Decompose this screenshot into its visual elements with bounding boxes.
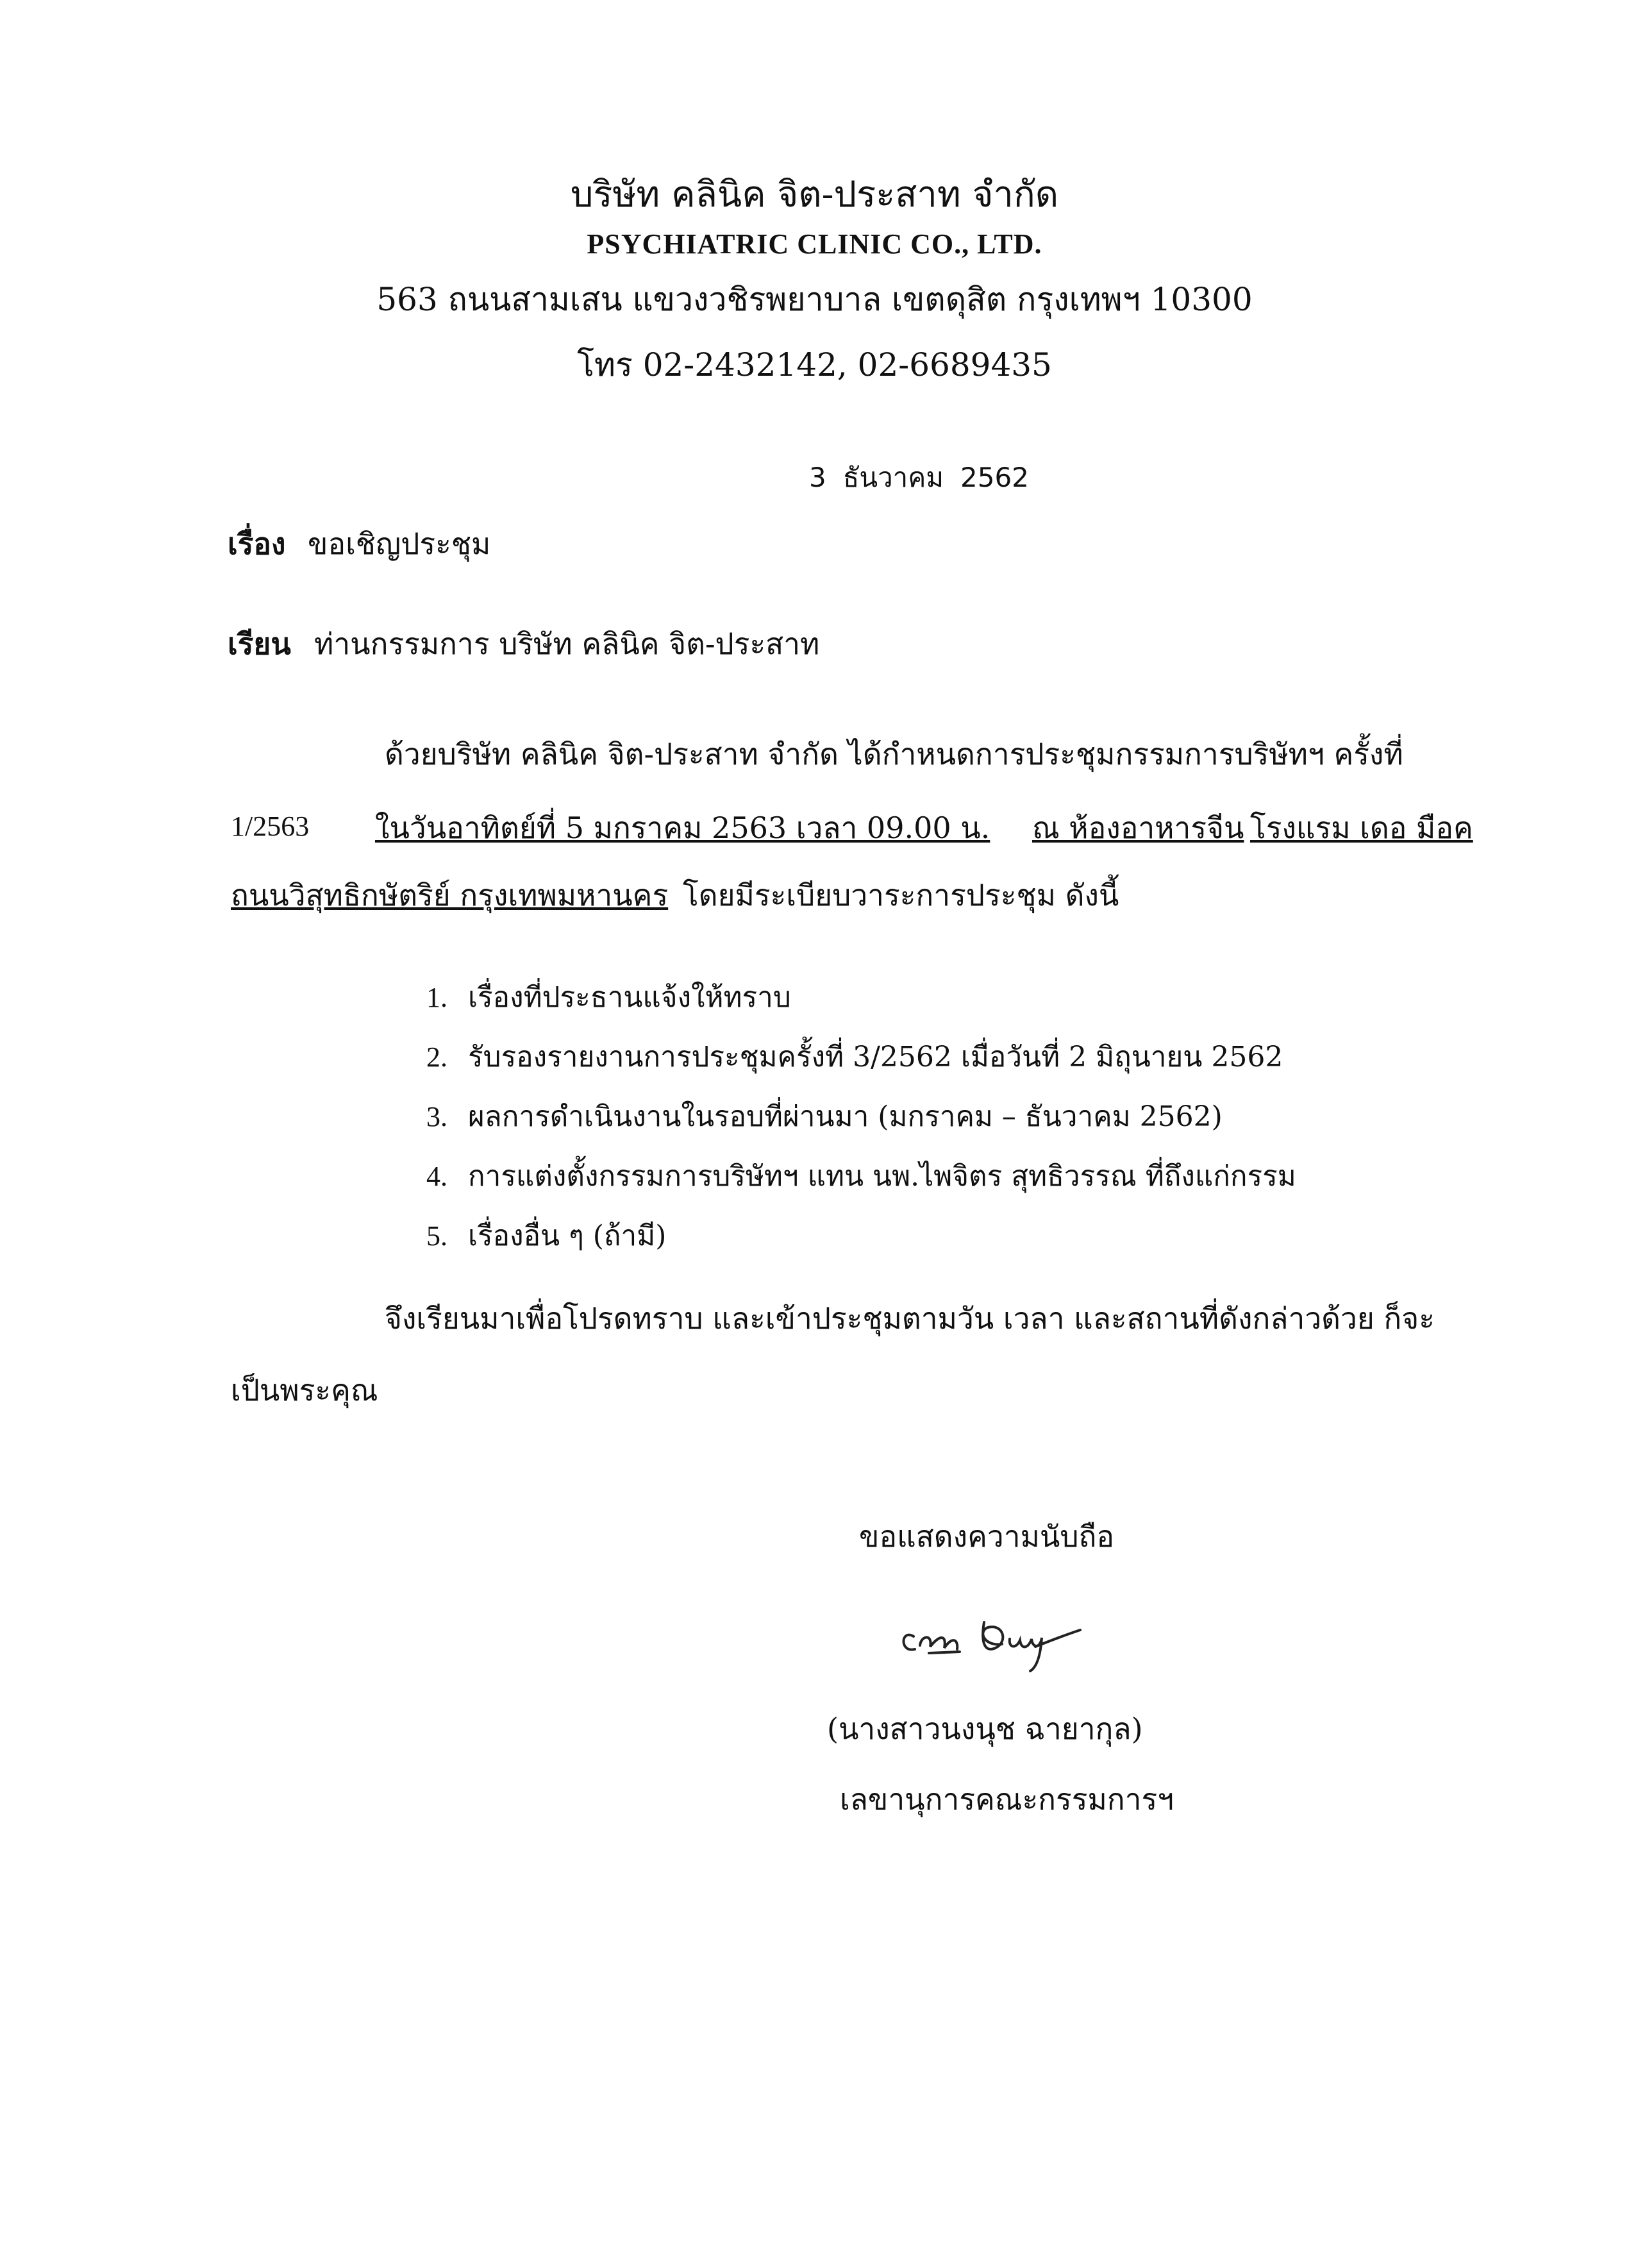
recipient-label: เรียน: [228, 626, 291, 661]
agenda-text: เรื่องที่ประธานแจ้งให้ทราบ: [468, 981, 791, 1014]
body-line-1: ด้วยบริษัท คลินิค จิต-ประสาท จำกัด ได้กำหนดการประชุมกรรมการบริษัทฯ ครั้งที่: [385, 737, 1403, 771]
meeting-room: ณ ห้องอาหารจีน: [1032, 811, 1244, 845]
agenda-item: [426, 1094, 1296, 1154]
closing-line-2: เป็นพระคุณ: [231, 1373, 378, 1407]
meeting-date: ในวันอาทิตย์ที่ 5 มกราคม 2563 เวลา 09.00 น.: [375, 811, 990, 845]
meeting-road: ถนนวิสุทธิกษัตริย์ กรุงเทพมหานคร: [231, 878, 669, 912]
meeting-number: 1/2563: [231, 811, 310, 842]
letter-date: [809, 457, 1046, 499]
agenda-number: 1.: [426, 982, 447, 1013]
meeting-hotel: โรงแรม เดอ มือค: [1250, 811, 1473, 845]
agenda-text: ผลการดำเนินงานในรอบที่ผ่านมา (มกราคม – ธันวาคม 2562): [468, 1100, 1223, 1133]
agenda-item: [426, 1034, 1296, 1094]
agenda-item: [426, 1154, 1296, 1213]
date-month: ธันวาคม: [842, 462, 944, 493]
date-day: 3: [809, 462, 826, 493]
agenda-list: [426, 975, 1296, 1273]
company-name-thai: บริษัท คลินิค จิต-ประสาท จำกัด: [570, 174, 1059, 215]
agenda-number: 4.: [426, 1161, 447, 1192]
closing-regards: ขอแสดงความนับถือ: [859, 1519, 1115, 1554]
company-address: 563 ถนนสามเสน แขวงวชิรพยาบาล เขตดุสิต กรุงเทพฯ 10300: [376, 281, 1253, 318]
agenda-item: [426, 975, 1296, 1034]
agenda-text: รับรองรายงานการประชุมครั้งที่ 3/2562 เมื่อวันที่ 2 มิถุนายน 2562: [468, 1041, 1283, 1073]
date-year: 2562: [960, 462, 1029, 493]
agenda-item: [426, 1213, 1296, 1273]
company-phone: โทร 02-2432142, 02-6689435: [577, 346, 1052, 383]
agenda-number: 5.: [426, 1220, 447, 1252]
company-name-english: PSYCHIATRIC CLINIC CO., LTD.: [587, 228, 1042, 260]
subject-label: เรื่อง: [228, 526, 286, 561]
agenda-text: การแต่งตั้งกรรมการบริษัทฯ แทน นพ.ไพจิตร สุทธิวรรณ ที่ถึงแก่กรรม: [468, 1160, 1296, 1193]
signer-name: (นางสาวนงนุช ฉายากุล): [827, 1711, 1143, 1746]
signer-position: เลขานุการคณะกรรมการฯ: [840, 1782, 1174, 1817]
handwritten-signature: [888, 1597, 1106, 1674]
agenda-number: 3.: [426, 1101, 447, 1132]
closing-line-1: จึงเรียนมาเพื่อโปรดทราบ และเข้าประชุมตามวัน เวลา และสถานที่ดังกล่าวด้วย ก็จะ: [385, 1301, 1435, 1336]
body-line-3: โดยมีระเบียบวาระการประชุม ดังนี้: [683, 878, 1119, 912]
recipient-text: ท่านกรรมการ บริษัท คลินิค จิต-ประสาท: [314, 626, 820, 661]
agenda-number: 2.: [426, 1041, 447, 1073]
subject-text: ขอเชิญประชุม: [308, 526, 491, 561]
agenda-text: เรื่องอื่น ๆ (ถ้ามี): [468, 1220, 667, 1252]
